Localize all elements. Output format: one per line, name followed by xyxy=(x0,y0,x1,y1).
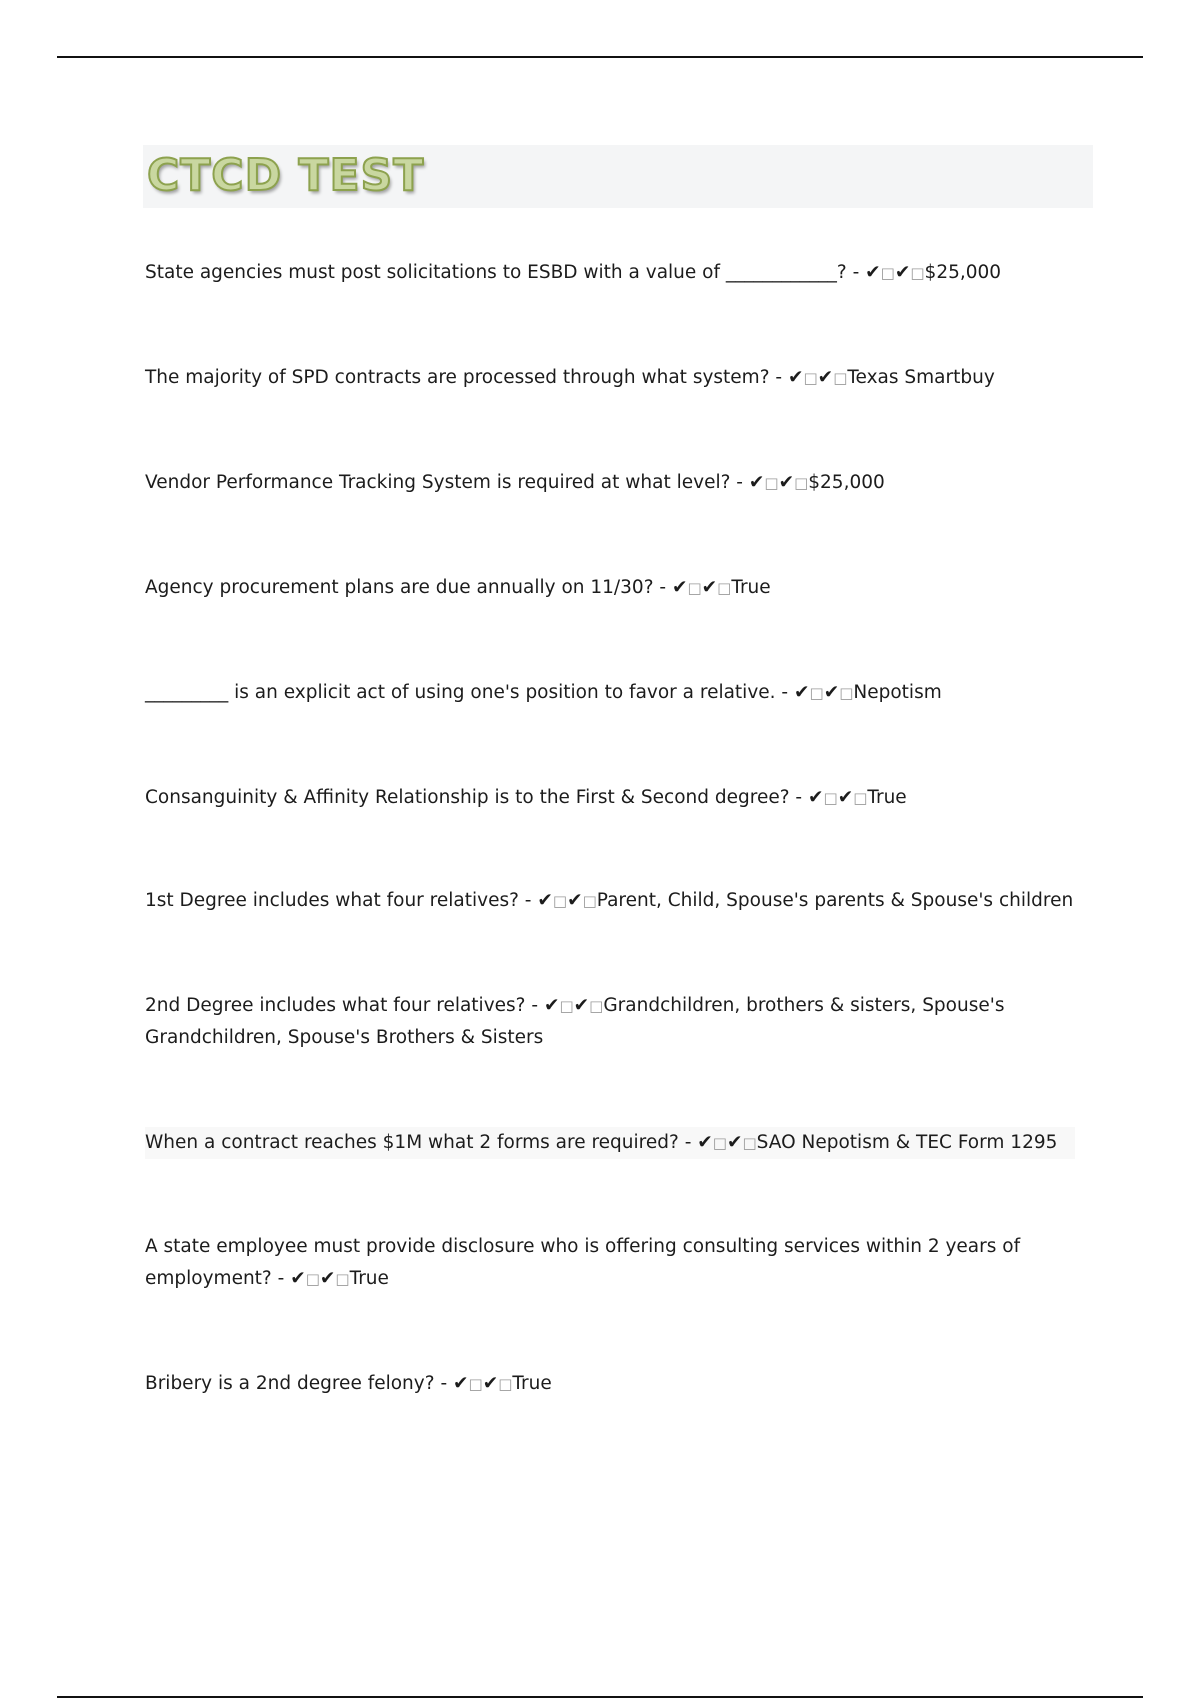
box-icon: □ xyxy=(712,1134,727,1152)
check-icon: ✔ xyxy=(894,262,911,283)
check-icon: ✔ xyxy=(482,1373,499,1394)
separator: - xyxy=(846,262,866,283)
separator: - xyxy=(434,1373,453,1394)
separator: - xyxy=(769,367,788,388)
box-icon: □ xyxy=(803,369,818,387)
check-icon: ✔ xyxy=(543,995,560,1016)
check-icon: ✔ xyxy=(837,787,854,808)
box-icon: □ xyxy=(468,1375,483,1393)
check-icon: ✔ xyxy=(567,890,583,911)
qa-item xyxy=(145,677,1075,709)
box-icon: □ xyxy=(552,892,568,910)
box-icon: □ xyxy=(687,579,702,597)
question-text: 1st Degree includes what four relatives? xyxy=(145,890,519,911)
separator: - xyxy=(525,995,544,1016)
qa-item xyxy=(145,1231,1075,1295)
separator: - xyxy=(730,472,749,493)
qa-item xyxy=(145,467,1075,499)
check-icon: ✔ xyxy=(823,682,840,703)
qa-item xyxy=(145,572,1075,604)
box-icon: □ xyxy=(742,1134,757,1152)
answer-text: Texas Smartbuy xyxy=(847,367,995,388)
qa-item xyxy=(145,257,1075,289)
question-text: Consanguinity & Affinity Relationship is to the First & Second degree? xyxy=(145,787,790,808)
question-text: When a contract reaches $1M what 2 forms are required? xyxy=(145,1132,679,1153)
answer-text: Parent, Child, Spouse's parents & Spouse's children xyxy=(596,890,1074,911)
answer-text: SAO Nepotism & TEC Form 1295 xyxy=(756,1132,1058,1153)
box-icon: □ xyxy=(853,789,868,807)
check-icon: ✔ xyxy=(793,682,810,703)
question-text: Agency procurement plans are due annually on 11/30? xyxy=(145,577,654,598)
check-icon: ✔ xyxy=(701,577,718,598)
check-icon: ✔ xyxy=(453,1373,469,1394)
qa-item xyxy=(145,990,1075,1054)
question-text: 2nd Degree includes what four relatives? xyxy=(145,995,526,1016)
check-icon: ✔ xyxy=(290,1268,306,1289)
check-icon: ✔ xyxy=(537,890,553,911)
check-icon: ✔ xyxy=(697,1132,713,1153)
box-icon: □ xyxy=(498,1375,513,1393)
box-icon: □ xyxy=(764,474,779,492)
box-icon: □ xyxy=(809,684,824,702)
box-icon: □ xyxy=(559,997,574,1015)
top-rule xyxy=(57,56,1143,58)
box-icon: □ xyxy=(794,474,809,492)
box-icon: □ xyxy=(880,264,895,282)
check-icon: ✔ xyxy=(817,367,834,388)
box-icon: □ xyxy=(305,1270,320,1288)
answer-text: Grandchildren, brothers & sisters, Spouse's Grandchildren, Spouse's Brothers & Sisters xyxy=(145,995,1005,1048)
answer-text: True xyxy=(731,577,771,598)
check-icon: ✔ xyxy=(748,472,765,493)
box-icon: □ xyxy=(589,997,604,1015)
answer-text: True xyxy=(349,1268,389,1289)
box-icon: □ xyxy=(335,1270,350,1288)
check-icon: ✔ xyxy=(787,367,804,388)
qa-item xyxy=(145,885,1075,917)
check-icon: ✔ xyxy=(865,262,881,283)
qa-item xyxy=(145,782,1075,814)
answer-text: True xyxy=(867,787,907,808)
check-icon: ✔ xyxy=(573,995,590,1016)
question-text: State agencies must post solicitations to ESBD with a value of ____________? xyxy=(145,262,847,283)
qa-item xyxy=(145,362,1075,394)
box-icon: □ xyxy=(839,684,854,702)
answer-text: $25,000 xyxy=(808,472,885,493)
box-icon: □ xyxy=(910,264,925,282)
box-icon: □ xyxy=(823,789,838,807)
document-title: CTCD TEST xyxy=(147,150,425,201)
qa-item xyxy=(145,1368,1075,1400)
answer-text: $25,000 xyxy=(924,262,1002,283)
separator: - xyxy=(789,787,808,808)
check-icon: ✔ xyxy=(778,472,795,493)
separator: - xyxy=(271,1268,291,1289)
question-text: Vendor Performance Tracking System is required at what level? xyxy=(145,472,731,493)
qa-item xyxy=(145,1127,1075,1159)
question-text: Bribery is a 2nd degree felony? xyxy=(145,1373,435,1394)
check-icon: ✔ xyxy=(726,1132,743,1153)
answer-text: Nepotism xyxy=(853,682,942,703)
separator: - xyxy=(653,577,672,598)
box-icon: □ xyxy=(582,892,597,910)
separator: - xyxy=(678,1132,698,1153)
bottom-rule xyxy=(57,1696,1143,1698)
check-icon: ✔ xyxy=(807,787,824,808)
check-icon: ✔ xyxy=(671,577,688,598)
separator: - xyxy=(518,890,538,911)
question-text: _________ is an explicit act of using one's position to favor a relative. xyxy=(145,682,776,703)
box-icon: □ xyxy=(717,579,732,597)
question-text: A state employee must provide disclosure who is offering consulting services within 2 years of employment? xyxy=(145,1236,1021,1289)
check-icon: ✔ xyxy=(319,1268,336,1289)
box-icon: □ xyxy=(833,369,848,387)
title-banner xyxy=(143,145,1093,208)
separator: - xyxy=(775,682,794,703)
answer-text: True xyxy=(512,1373,552,1394)
question-text: The majority of SPD contracts are processed through what system? xyxy=(145,367,770,388)
